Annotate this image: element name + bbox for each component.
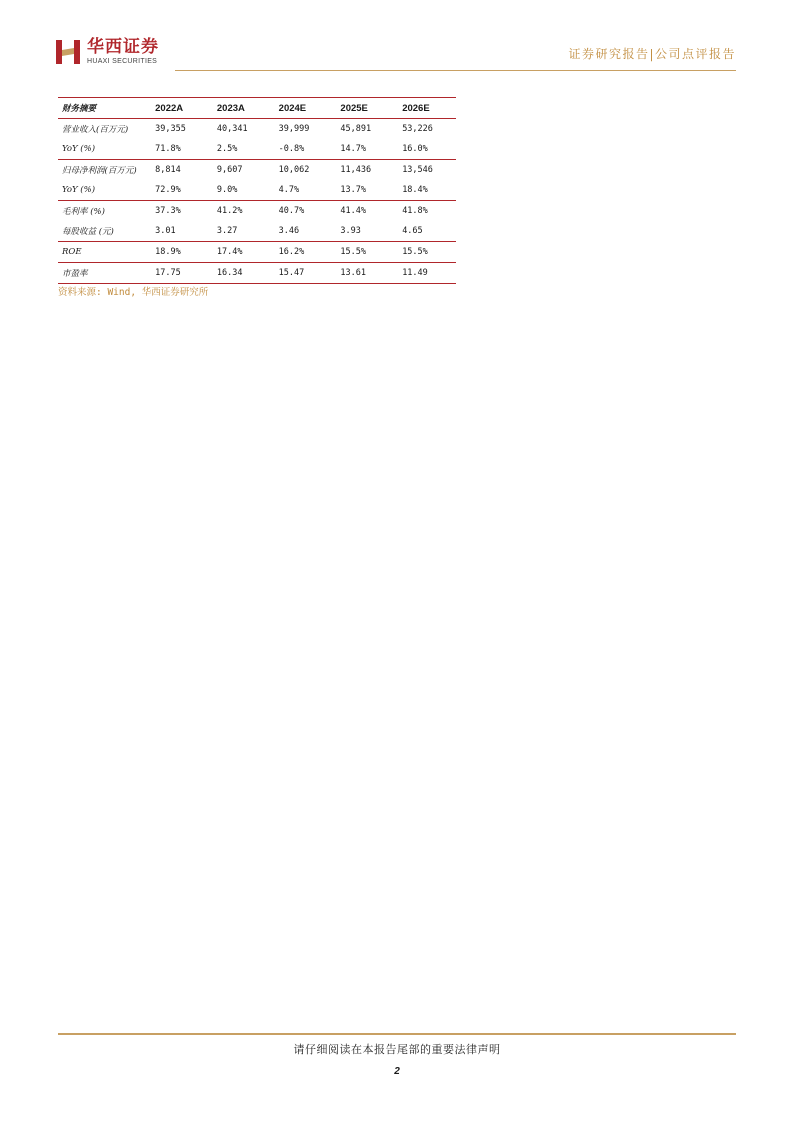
table-row xyxy=(58,201,456,222)
huaxi-logo-icon xyxy=(55,38,81,66)
table-cell: 18.4% xyxy=(394,180,456,201)
financial-summary-table xyxy=(58,97,456,284)
table-cell: 4.65 xyxy=(394,221,456,242)
table-cell: 9.0% xyxy=(209,180,271,201)
table-cell: 3.01 xyxy=(147,221,209,242)
table-cell: 11.49 xyxy=(394,263,456,284)
table-cell: 18.9% xyxy=(147,242,209,263)
table-cell: 14.7% xyxy=(332,139,394,160)
table-cell: 13,546 xyxy=(402,165,433,175)
table-cell: 15.5% xyxy=(394,242,456,263)
table-cell: 3.93 xyxy=(332,221,394,242)
table-header-row xyxy=(58,98,456,119)
table-cell: 13.61 xyxy=(332,263,394,284)
table-cell: 15.47 xyxy=(271,263,333,284)
table-cell: 37.3% xyxy=(155,206,181,216)
table-cell: 72.9% xyxy=(147,180,209,201)
table-cell: 11,436 xyxy=(340,165,372,175)
table-cell: 17.4% xyxy=(209,242,271,263)
table-cell: 16.0% xyxy=(394,139,456,160)
table-cell: 45,891 xyxy=(340,124,372,134)
table-cell: 17.75 xyxy=(147,263,209,284)
report-type: 证券研究报告|公司点评报告 xyxy=(568,47,736,61)
table-cell: 40.7% xyxy=(278,206,305,216)
table-cell: -0.8% xyxy=(271,139,333,160)
table-row xyxy=(58,242,456,263)
table-cell: 3.27 xyxy=(209,221,271,242)
table-cell: 16.34 xyxy=(209,263,271,284)
table-cell: 39,999 xyxy=(278,124,310,134)
row-label: 营业收入(百万元) xyxy=(62,125,129,135)
table-header-cell: 2023A xyxy=(209,98,271,119)
table-row xyxy=(58,139,456,160)
company-logo xyxy=(55,38,159,66)
logo-english-name: HUAXI SECURITIES xyxy=(87,58,158,65)
row-label: ROE xyxy=(58,242,147,263)
table-cell: 8,814 xyxy=(155,165,181,175)
table-row xyxy=(58,221,456,242)
table-row xyxy=(58,160,456,181)
table-cell: 9,607 xyxy=(216,165,243,175)
row-label: YoY (%) xyxy=(58,180,147,201)
table-cell: 13.7% xyxy=(332,180,394,201)
logo-chinese-name: 华西证券 xyxy=(87,37,159,57)
table-header-cell: 2024E xyxy=(271,98,333,119)
row-label: YoY (%) xyxy=(58,139,147,160)
table-row xyxy=(58,119,456,140)
table-cell: 41.8% xyxy=(402,206,428,216)
table-cell: 3.46 xyxy=(271,221,333,242)
table-row xyxy=(58,263,456,284)
table-cell: 41.2% xyxy=(216,206,243,216)
table-cell: 16.2% xyxy=(271,242,333,263)
table-header-cell: 2025E xyxy=(332,98,394,119)
table-cell: 41.4% xyxy=(340,206,367,216)
row-label: 归母净利润(百万元) xyxy=(62,166,137,176)
table-cell: 71.8% xyxy=(147,139,209,160)
table-cell: 53,226 xyxy=(402,124,433,134)
table-row xyxy=(58,180,456,201)
row-label: 市盈率 xyxy=(58,263,147,284)
table-cell: 15.5% xyxy=(332,242,394,263)
table-cell: 40,341 xyxy=(216,124,248,134)
table-header-cell: 财务摘要 xyxy=(58,98,147,119)
table-cell: 10,062 xyxy=(278,165,310,175)
table-cell: 4.7% xyxy=(271,180,333,201)
table-header-cell: 2026E xyxy=(394,98,456,119)
table-header-cell: 2022A xyxy=(147,98,209,119)
row-label: 每股收益 (元) xyxy=(58,221,147,242)
table-cell: 39,355 xyxy=(155,124,186,134)
row-label: 毛利率 (%) xyxy=(62,207,105,217)
data-source-note: 资料来源: Wind, 华西证券研究所 xyxy=(58,287,209,298)
page-number: 2 xyxy=(394,1066,400,1077)
footer-divider xyxy=(58,1033,736,1035)
legal-disclaimer-note: 请仔细阅读在本报告尾部的重要法律声明 xyxy=(293,1043,501,1056)
header-divider xyxy=(175,70,736,71)
table-cell: 2.5% xyxy=(209,139,271,160)
